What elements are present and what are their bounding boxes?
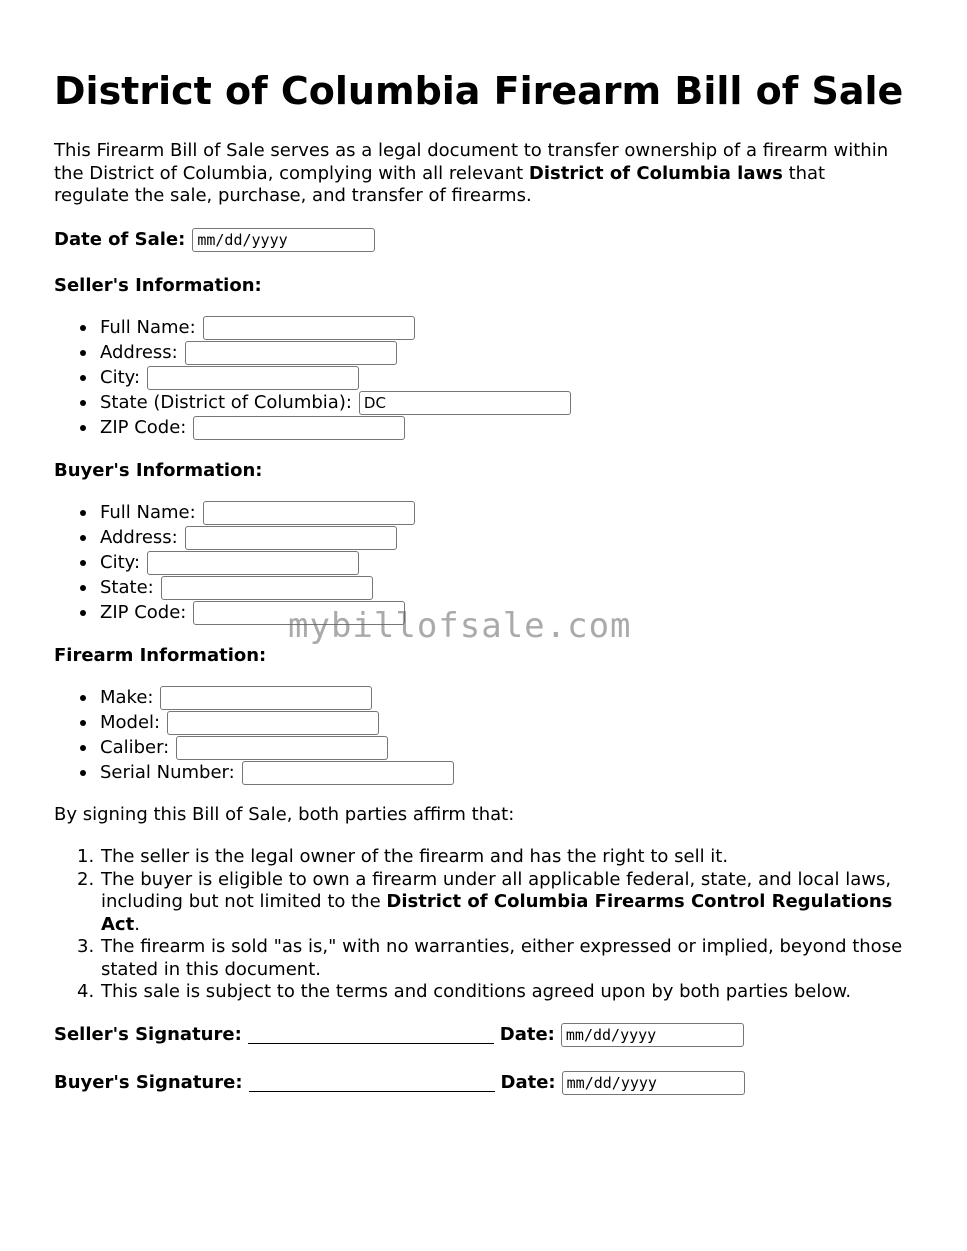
seller-heading: Seller's Information: [54,275,262,296]
term-text: The firearm is sold "as is," with no warranties, either expressed or implied, beyond those stated in this document. [101,936,903,980]
field-label: Make: [100,687,154,708]
buyer-signature-label: Buyer's Signature: [54,1072,243,1093]
seller-full-name-input[interactable] [203,316,415,340]
term-item [54,936,904,981]
affirm-intro: By signing this Bill of Sale, both parties affirm that: [54,804,515,825]
firearm-make-input[interactable] [160,686,372,710]
term-item [54,846,904,869]
field-label: State: [100,577,154,598]
field-label: Full Name: [100,502,196,523]
buyer-heading: Buyer's Information: [54,460,263,481]
buyer-signature-line[interactable] [249,1073,495,1092]
seller-signature-line[interactable] [248,1025,494,1044]
buyer-full-name-input[interactable] [203,501,415,525]
firearm-model-row [54,710,454,735]
buyer-state-input[interactable] [161,576,373,600]
page-title: District of Columbia Firearm Bill of Sale [54,69,904,113]
field-label: ZIP Code: [100,602,187,623]
seller-city-input[interactable] [147,366,359,390]
buyer-date-input[interactable]: mm/dd/yyyy [562,1071,745,1095]
term-number: 4. [77,981,95,1002]
field-label: Caliber: [100,737,170,758]
seller-date-label: Date: [499,1024,555,1045]
seller-address-input[interactable] [185,341,397,365]
field-label: Address: [100,527,178,548]
buyer-address-input[interactable] [185,526,397,550]
seller-signature-row [54,1022,744,1047]
date-of-sale-label: Date of Sale: [54,229,186,250]
seller-fields [54,315,571,440]
field-label: Full Name: [100,317,196,338]
buyer-city-row [54,550,415,575]
seller-signature-label: Seller's Signature: [54,1024,242,1045]
term-number: 1. [77,846,95,867]
field-label: City: [100,367,141,388]
intro-text-end: that regulate the sale, purchase, and transfer of firearms. [54,162,826,206]
seller-full-name-row [54,315,571,340]
intro-text: This Firearm Bill of Sale serves as a legal document to transfer ownership of a firearm within the District of Columbia, complying with all relevant [54,140,889,184]
firearm-heading: Firearm Information: [54,645,267,666]
field-label: Address: [100,342,178,363]
terms-list [54,846,904,1004]
buyer-city-input[interactable] [147,551,359,575]
firearm-serial-row [54,760,454,785]
field-label: State (District of Columbia): [100,392,352,413]
term-number: 2. [77,868,95,890]
buyer-state-row [54,575,415,600]
firearm-fields [54,685,454,785]
seller-state-input[interactable]: DC [359,391,571,415]
date-of-sale-input[interactable]: mm/dd/yyyy [192,228,375,252]
firearm-caliber-row [54,735,454,760]
term-text: This sale is subject to the terms and conditions agreed upon by both parties below. [101,981,852,1002]
date-of-sale-row [54,227,375,252]
field-label: ZIP Code: [100,417,187,438]
term-text: The seller is the legal owner of the firearm and has the right to sell it. [101,846,729,867]
seller-date-input[interactable]: mm/dd/yyyy [561,1023,744,1047]
watermark: mybillofsale.com [288,606,632,646]
term-number: 3. [77,936,95,957]
firearm-make-row [54,685,454,710]
term-text-end: . [134,913,140,935]
intro-bold-text: District of Columbia laws [528,162,783,184]
firearm-caliber-input[interactable] [176,736,388,760]
buyer-date-label: Date: [500,1072,556,1093]
buyer-signature-row [54,1070,745,1095]
firearm-model-input[interactable] [167,711,379,735]
term-text: The buyer is eligible to own a firearm under all applicable federal, state, and local laws, including but not limited to the [101,868,892,912]
intro-paragraph [54,140,904,208]
field-label: Serial Number: [100,762,235,783]
seller-address-row [54,340,571,365]
field-label: Model: [100,712,161,733]
term-bold-text: District of Columbia Firearms Control Regulations Act [101,891,893,935]
term-item [54,981,904,1004]
seller-zip-input[interactable] [193,416,405,440]
term-item [54,869,904,937]
seller-state-row [54,390,571,415]
seller-city-row [54,365,571,390]
field-label: City: [100,552,141,573]
buyer-full-name-row [54,500,415,525]
seller-zip-row [54,415,571,440]
firearm-serial-input[interactable] [242,761,454,785]
buyer-address-row [54,525,415,550]
